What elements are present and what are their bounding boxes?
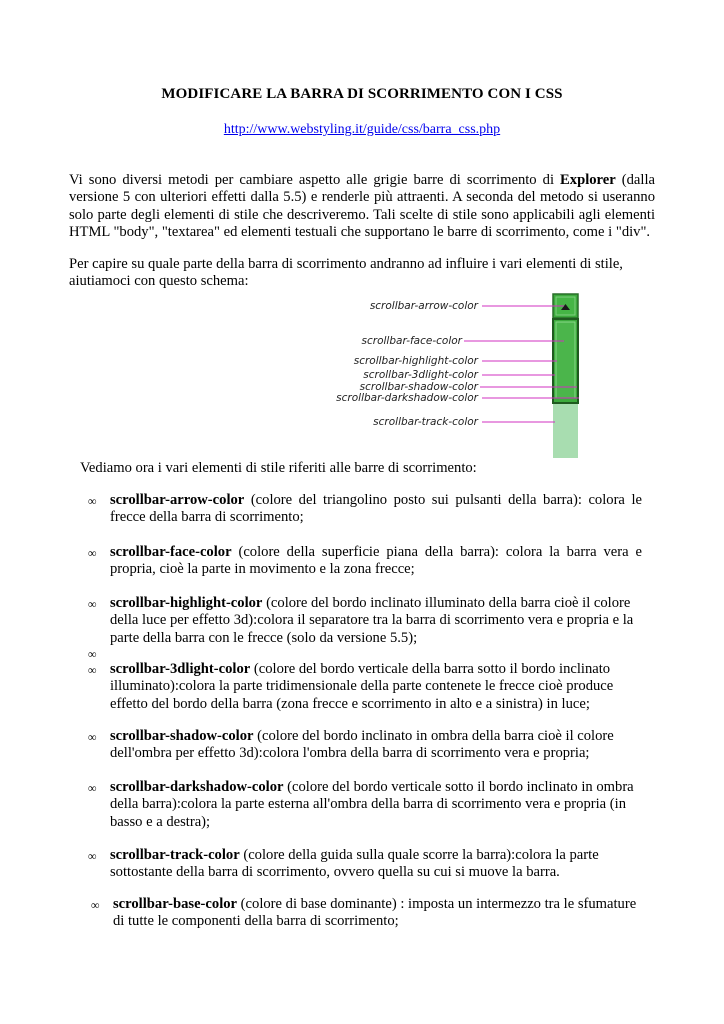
intro-text-start: Vi sono diversi metodi per cambiare aspetto alle grigie barre di scorrimento di (69, 172, 561, 188)
intro-text-end: (dalla versione 5 con ulteriori effetti dalla 5.5) e renderle più attraenti. A seconda del metodo si useranno solo parte degli elementi di stile che descriveremo. Tali scelte di stile sono applicabili agli elementi HTML "body", "textarea" ed elementi testuali che supportano le barre di scorrimento, come i "div". (69, 172, 655, 240)
list-intro-paragraph: Vediamo ora i vari elementi di stile riferiti alle barre di scorrimento: (80, 460, 477, 476)
scrollbar-diagram (336, 290, 590, 460)
bullet-icon: ∞ (88, 663, 97, 677)
item-desc: (colore del bordo verticale sotto il bordo inclinato in ombra della barra):colora la parte esterna all'ombra della barra di scorrimento vera e propria (in basso e a destra); (110, 779, 634, 830)
item-desc: (colore della superficie piana della barra): colora la barra vera e propria, cioè la parte in movimento e la zona frecce; (110, 544, 642, 578)
intro-bold-explorer: Explorer (560, 172, 616, 188)
bullet-icon: ∞ (88, 730, 97, 744)
label-highlight-color: scrollbar-highlight-color (353, 355, 478, 367)
source-link[interactable]: http://www.webstyling.it/guide/css/barra_css.php (223, 122, 501, 137)
bullet-icon: ∞ (88, 597, 97, 611)
item-term: scrollbar-darkshadow-color (110, 779, 284, 795)
bullet-icon: ∞ (88, 781, 97, 795)
item-term: scrollbar-3dlight-color (110, 661, 251, 677)
label-arrow-color: scrollbar-arrow-color (369, 300, 478, 312)
item-desc: (colore del bordo verticale della barra sotto il bordo inclinato illuminato):colora la parte tridimensionale della parte contenete le frecce cioè produce effetto del bordo della barra (zona frecce e scorrimento in alto e a sinistra) in luce; (110, 661, 614, 712)
item-desc: (colore del bordo inclinato in ombra della barra cioè il colore dell'ombra per effetto 3d):colora l'ombra della barra di scorrimento vera e propria; (110, 728, 614, 762)
item-term: scrollbar-base-color (113, 896, 238, 912)
item-desc: (colore di base dominante) : imposta un intermezzo tra le sfumature di tutte le componenti della barra di scorrimento; (113, 896, 637, 930)
bullet-icon: ∞ (91, 898, 100, 912)
diagram-intro-paragraph: Per capire su quale parte della barra di scorrimento andranno ad influire i vari elementi di stile, aiutiamoci con questo schema: (69, 256, 623, 290)
item-term: scrollbar-highlight-color (110, 595, 263, 611)
bullet-icon: ∞ (88, 849, 97, 863)
label-darkshadow-color: scrollbar-darkshadow-color (336, 392, 478, 404)
label-face-color: scrollbar-face-color (361, 335, 462, 347)
page-title: MODIFICARE LA BARRA DI SCORRIMENTO CON I CSS (161, 86, 563, 102)
item-desc: (colore della guida sulla quale scorre la barra):colora la parte sottostante della barra di scorrimento, ovvero quella su cui si muove la barra. (110, 847, 599, 881)
bullet-icon: ∞ (88, 494, 97, 508)
empty-bullet-icon: ∞ (88, 647, 97, 661)
label-3dlight-color: scrollbar-3dlight-color (363, 369, 478, 381)
label-track-color: scrollbar-track-color (373, 416, 478, 428)
item-desc: (colore del bordo inclinato illuminato della barra cioè il colore della luce per effetto 3d):colora il separatore tra la barra di scorrimento vera e propria e la parte della barra con le frecce (solo da versione 5.5); (110, 595, 634, 646)
item-term: scrollbar-shadow-color (110, 728, 254, 744)
item-term: scrollbar-face-color (110, 544, 232, 560)
intro-paragraph (69, 172, 655, 241)
item-term: scrollbar-track-color (110, 847, 240, 863)
label-shadow-color: scrollbar-shadow-color (359, 381, 478, 393)
item-term: scrollbar-arrow-color (110, 492, 245, 508)
item-desc: (colore del triangolino posto sui pulsanti della barra): colora le frecce della barra di scorrimento; (110, 492, 642, 526)
bullet-icon: ∞ (88, 546, 97, 560)
